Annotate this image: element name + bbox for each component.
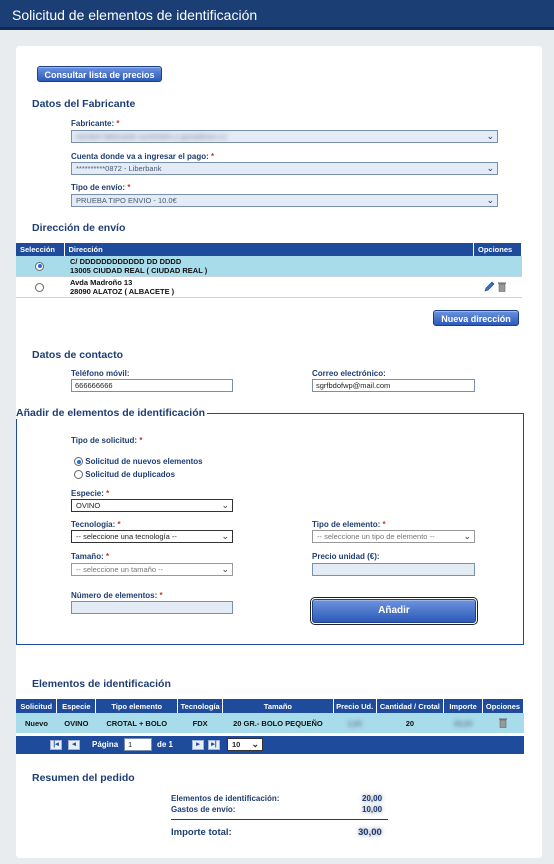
col-cantidad: Cantidad / Crotal	[376, 699, 444, 713]
chevron-down-icon: ⌄	[251, 739, 259, 749]
fabricante-value: nombre fabricante suministro y ganaderos s.l.	[76, 132, 228, 141]
phone-label: Teléfono móvil:	[71, 369, 130, 378]
especie-value: OVINO	[76, 501, 101, 510]
col-precio: Precio Ud.	[333, 699, 376, 713]
cell-tamano: 20 GR.- BOLO PEQUEÑO	[223, 713, 334, 733]
trash-icon[interactable]	[497, 285, 507, 294]
tipo-elemento-select[interactable]	[312, 530, 475, 543]
cell-tecnologia: FDX	[178, 713, 223, 733]
edit-icon[interactable]	[484, 285, 497, 294]
col-opciones: Opciones	[483, 699, 524, 713]
chevron-down-icon: ⌄	[221, 564, 229, 574]
summary-divider	[171, 819, 388, 820]
cuenta-value: **********0872 - Liberbank	[76, 164, 162, 173]
address-line1: Avda Madroño 13	[70, 278, 133, 287]
col-solicitud: Solicitud	[16, 699, 57, 713]
envio-label: Tipo de envío: *	[71, 183, 131, 192]
cell-solicitud: Nuevo	[16, 713, 57, 733]
email-input[interactable]: sgrfbdofwp@mail.com	[312, 379, 475, 392]
address-line2: 13005 CIUDAD REAL ( CIUDAD REAL )	[70, 266, 208, 275]
price-list-button[interactable]: Consultar lista de precios	[37, 66, 162, 82]
cell-especie: OVINO	[57, 713, 96, 733]
tipo-elemento-label: Tipo de elemento: *	[312, 520, 386, 529]
option-dup-radio[interactable]	[74, 470, 83, 479]
address-line1: C/ DDDDDDDDDDDD DD DDDD	[70, 257, 182, 266]
tamano-select[interactable]	[71, 563, 233, 576]
chevron-down-icon: ⌄	[486, 163, 494, 173]
page-of-label: de 1	[157, 740, 174, 749]
new-address-button[interactable]: Nueva dirección	[433, 310, 519, 326]
especie-label: Especie: *	[71, 489, 110, 498]
tecnologia-select[interactable]	[71, 530, 233, 543]
col-importe: Importe	[444, 699, 483, 713]
tecnologia-label: Tecnología: *	[71, 520, 121, 529]
contact-section-title: Datos de contacto	[32, 349, 124, 361]
page-size-value: 10	[232, 740, 241, 749]
cell-precio: 1,00	[347, 718, 362, 728]
summary-gastos-label: Gastos de envío:	[171, 805, 236, 814]
especie-select[interactable]	[71, 499, 233, 512]
col-seleccion: Selección	[16, 243, 64, 256]
col-opciones: Opciones	[474, 243, 522, 256]
tamano-label: Tamaño: *	[71, 552, 110, 561]
envio-select[interactable]	[71, 194, 498, 207]
col-direccion: Dirección	[64, 243, 474, 256]
address-line2: 28090 ALATOZ ( ALBACETE )	[70, 287, 175, 296]
pagination-bar	[16, 736, 524, 754]
chevron-down-icon: ⌄	[221, 500, 229, 510]
option-dup-label: Solicitud de duplicados	[85, 470, 176, 479]
add-button[interactable]: Añadir	[312, 599, 476, 623]
cuenta-select[interactable]	[71, 162, 498, 175]
manufacturer-section-title: Datos del Fabricante	[32, 98, 136, 110]
numero-label: Número de elementos: *	[71, 591, 163, 600]
tamano-placeholder: -- seleccione un tamaño --	[76, 565, 164, 574]
precio-input	[312, 563, 475, 576]
address-row[interactable]	[16, 277, 522, 298]
option-new-label: Solicitud de nuevos elementos	[85, 457, 203, 466]
elements-table-header	[16, 699, 524, 713]
summary-section-title: Resumen del pedido	[32, 772, 135, 784]
page-label: Página	[92, 740, 119, 749]
chevron-down-icon: ⌄	[486, 195, 494, 205]
summary-total-label: Importe total:	[171, 827, 232, 838]
cell-cantidad: 20	[376, 713, 444, 733]
shipping-section-title: Dirección de envío	[32, 222, 126, 234]
numero-input[interactable]	[71, 601, 233, 614]
first-page-icon[interactable]: |◂	[50, 740, 62, 750]
cell-importe: 00,00	[453, 718, 473, 728]
page-input[interactable]: 1	[124, 738, 152, 751]
trash-icon[interactable]	[498, 721, 508, 730]
address-row[interactable]	[16, 256, 522, 277]
next-page-icon[interactable]: ▸	[192, 740, 204, 750]
option-duplicates[interactable]	[74, 470, 175, 479]
option-new-elements[interactable]	[74, 457, 203, 466]
chevron-down-icon: ⌄	[463, 531, 471, 541]
address-radio[interactable]	[35, 283, 44, 292]
cuenta-label: Cuenta donde va a ingresar el pago: *	[71, 152, 215, 161]
fabricante-select[interactable]	[71, 130, 498, 143]
prev-page-icon[interactable]: ◂	[68, 740, 80, 750]
add-elements-legend: Añadir de elementos de identificación	[16, 407, 206, 419]
precio-label: Precio unidad (€):	[312, 552, 380, 561]
option-new-radio[interactable]	[74, 457, 83, 466]
col-tipo-elemento: Tipo elemento	[96, 699, 178, 713]
tecnologia-placeholder: -- seleccione una tecnología --	[76, 532, 177, 541]
envio-value: PRUEBA TIPO ENVIO - 10.0€	[76, 196, 177, 205]
summary-elementos-label: Elementos de identificación:	[171, 794, 280, 803]
tipo-solicitud-label: Tipo de solicitud: *	[71, 436, 143, 445]
summary-total-value: 30,00	[358, 827, 382, 838]
chevron-down-icon: ⌄	[221, 531, 229, 541]
page-size-select[interactable]	[227, 738, 263, 751]
table-row[interactable]	[16, 713, 524, 733]
address-table	[16, 243, 522, 298]
chevron-down-icon: ⌄	[486, 131, 494, 141]
elements-section-title: Elementos de identificación	[32, 678, 171, 690]
col-tamano: Tamaño	[223, 699, 334, 713]
fabricante-label: Fabricante: *	[71, 119, 120, 128]
address-radio[interactable]	[35, 262, 44, 271]
window-title-bar	[0, 0, 554, 30]
summary-elementos-value: 20,00	[362, 794, 383, 803]
address-table-header	[16, 243, 522, 256]
tipo-elemento-placeholder: -- seleccione un tipo de elemento --	[317, 532, 435, 541]
elements-table	[16, 699, 524, 733]
col-tecnologia: Tecnología	[178, 699, 223, 713]
last-page-icon[interactable]: ▸|	[208, 740, 220, 750]
col-especie: Especie	[57, 699, 96, 713]
phone-input[interactable]: 666666666	[71, 379, 233, 392]
summary-gastos-value: 10,00	[362, 805, 383, 814]
window-title: Solicitud de elementos de identificación	[12, 7, 258, 23]
email-label: Correo electrónico:	[312, 369, 386, 378]
cell-tipo: CROTAL + BOLO	[96, 713, 178, 733]
